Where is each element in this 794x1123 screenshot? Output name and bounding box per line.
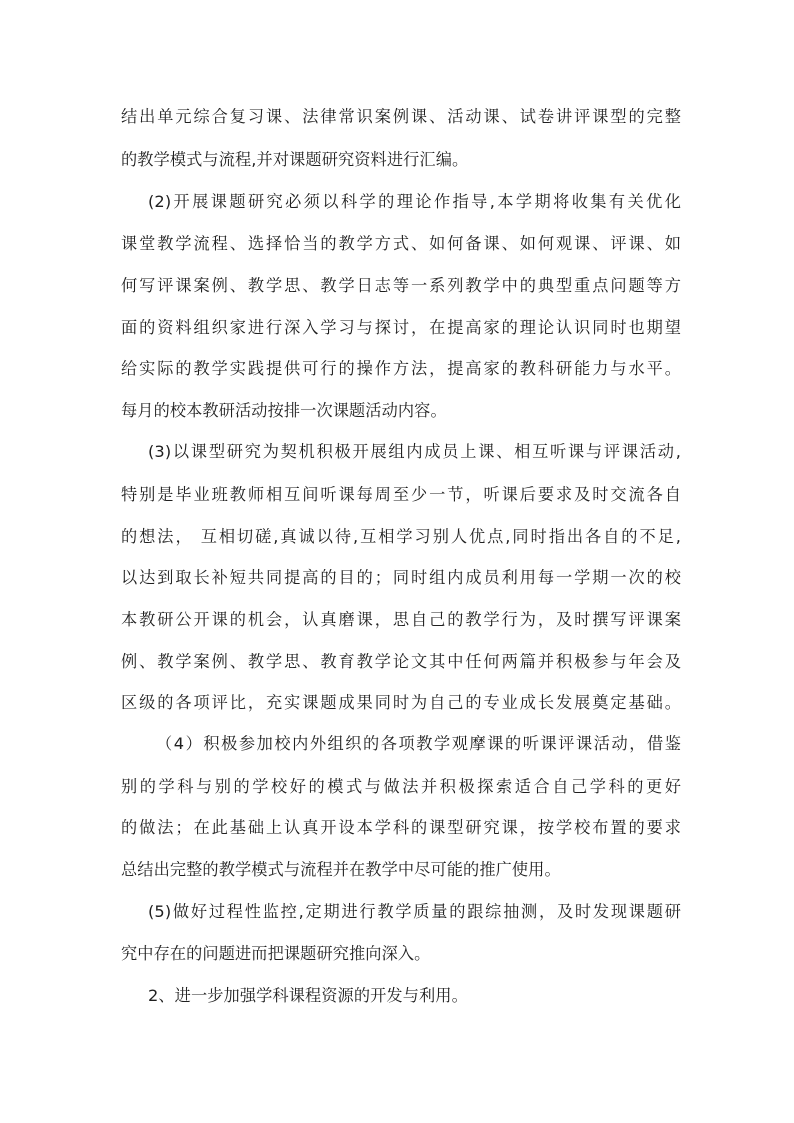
section-heading: 2、进一步加强学科课程资源的开发与利用。 xyxy=(148,986,468,1005)
text-line: 以达到取长补短共同提高的目的；同时组内成员利用每一学期一次的校 xyxy=(121,568,681,587)
text-line: 特别是毕业班教师相互间听课每周至少一节，听课后要求及时交流各自 xyxy=(121,485,681,504)
text-line: 例、教学案例、教学思、教育教学论文其中任何两篇并积极参与年会及 xyxy=(121,652,681,671)
text-line: (5)做好过程性监控,定期进行教学质量的跟综抽测，及时发现课题研 xyxy=(148,902,681,921)
text-line: 总结出完整的教学模式与流程并在教学中尽可能的推广使用。 xyxy=(121,860,561,879)
text-line: 每月的校本教研活动按排一次课题活动内容。 xyxy=(121,401,447,420)
text-line: 的教学模式与流程,并对课题研究资料进行汇编。 xyxy=(121,150,469,169)
text-line: 本教研公开课的机会，认真磨课，思自己的教学行为，及时撰写评课案 xyxy=(121,610,681,629)
text-line: 课堂教学流程、选择恰当的教学方式、如何备课、如何观课、评课、如 xyxy=(121,234,681,253)
text-line: 给实际的教学实践提供可行的操作方法，提高家的教科研能力与水平。 xyxy=(121,359,681,378)
text-line: 别的学科与别的学校好的模式与做法并积极探索适合自己学科的更好 xyxy=(121,777,681,796)
text-line: (2)开展课题研究必须以科学的理论作指导,本学期将收集有关优化 xyxy=(148,192,681,211)
text-line: 区级的各项评比，充实课题成果同时为自己的专业成长发展奠定基础。 xyxy=(121,693,681,712)
text-line: 究中存在的问题进而把课题研究推向深入。 xyxy=(121,944,431,963)
text-line: (3)以课型研究为契机积极开展组内成员上课、相互听课与评课活动, xyxy=(148,442,681,461)
text-line: 结出单元综合复习课、法律常识案例课、活动课、试卷讲评课型的完整 xyxy=(121,107,681,126)
text-line: 面的资料组织家进行深入学习与探讨，在提高家的理论认识同时也期望 xyxy=(121,318,681,337)
text-line: 的做法；在此基础上认真开设本学科的课型研究课，按学校布置的要求 xyxy=(121,818,681,837)
text-line: 的想法， 互相切磋,真诚以待,互相学习别人优点,同时指出各自的不足, xyxy=(121,527,681,546)
text-line: 何写评课案例、教学思、教学日志等一系列教学中的典型重点问题等方 xyxy=(121,276,681,295)
text-line: （4）积极参加校内外组织的各项教学观摩课的听课评课活动，借鉴 xyxy=(156,734,681,753)
